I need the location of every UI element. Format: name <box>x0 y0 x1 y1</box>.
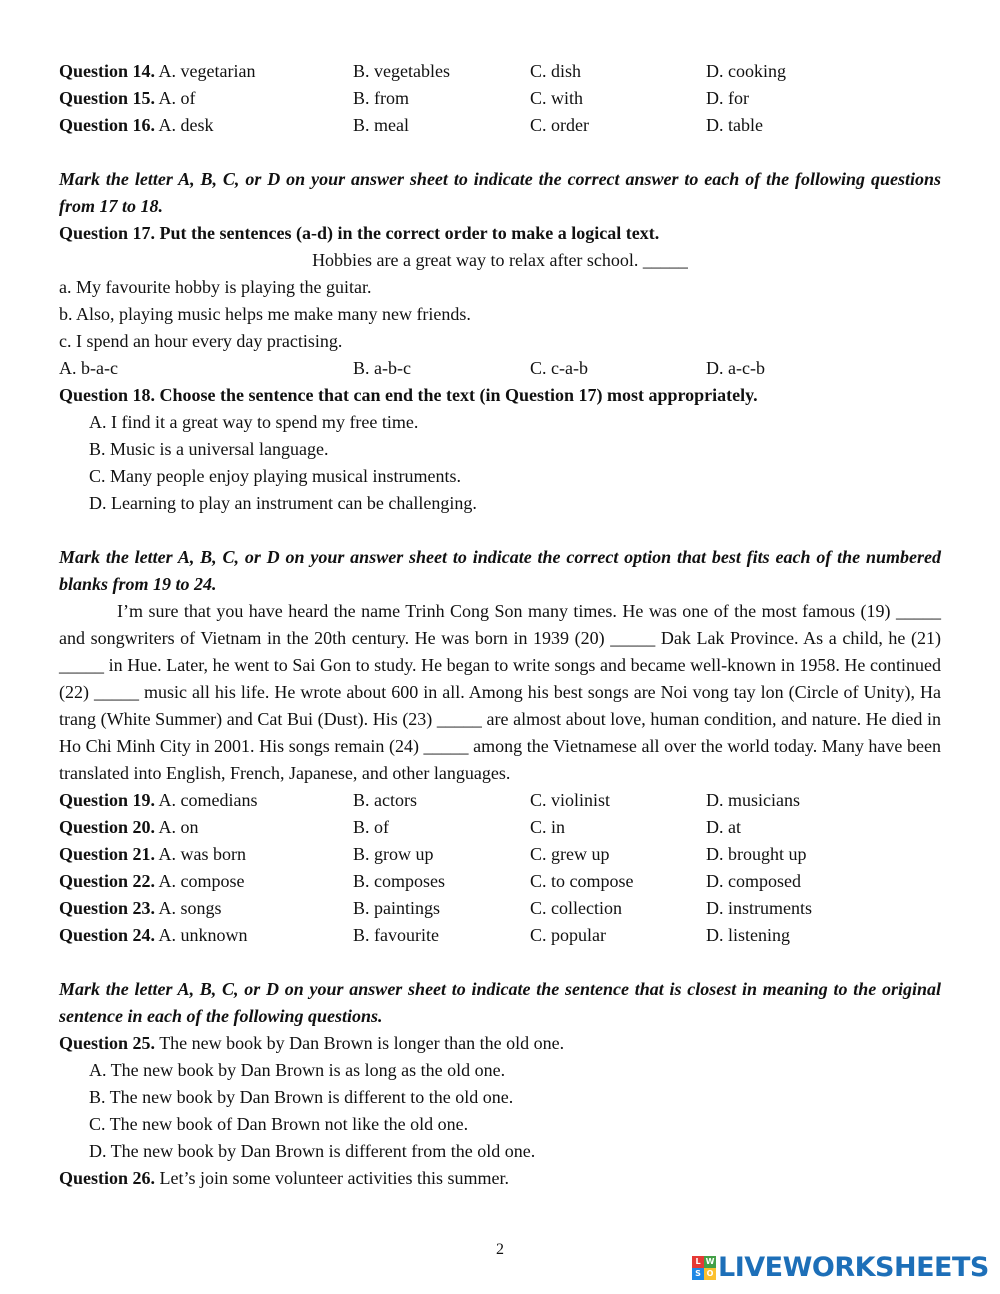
q18-option-b: B. Music is a universal language. <box>89 439 329 459</box>
option-a: A. vegetarian <box>158 61 256 81</box>
question-row-24 <box>59 922 941 949</box>
option-a: A. desk <box>158 115 214 135</box>
question-label: Question 20. <box>59 817 156 837</box>
question-row-16 <box>59 112 941 139</box>
option-d: D. table <box>706 115 763 135</box>
question-label: Question 15. <box>59 88 156 108</box>
sentence-c: c. I spend an hour every day practising. <box>59 331 343 351</box>
sentence-a: a. My favourite hobby is playing the guitar. <box>59 277 372 297</box>
question-label: Question 19. <box>59 790 156 810</box>
liveworksheets-logo[interactable] <box>692 1252 989 1283</box>
liveworksheets-brand-text: LIVEWORKSHEETS <box>718 1252 989 1283</box>
question-row-21 <box>59 841 941 868</box>
question-17-options <box>59 355 941 382</box>
option-a: A. was born <box>158 844 247 864</box>
question-label: Question 25. <box>59 1033 156 1053</box>
option-b: B. composes <box>353 871 445 891</box>
section-instruction-25-26: Mark the letter A, B, C, or D on your answer sheet to indicate the sentence that is closest in meaning to the original sentence in each of the following questions. <box>59 979 942 1026</box>
option-c: C. collection <box>530 898 622 918</box>
option-a: A. unknown <box>158 925 248 945</box>
question-17-title: Question 17. Put the sentences (a-d) in the correct order to make a logical text. <box>59 223 660 243</box>
option-c: C. dish <box>530 61 582 81</box>
q25-option-b: B. The new book by Dan Brown is different to the old one. <box>89 1087 514 1107</box>
reading-passage: I’m sure that you have heard the name Trinh Cong Son many times. He was one of the most famous (19) _____ and songwriters of Vietnam in the 20th century. He was born in 1939 (20) _____ Dak Lak Province. As a child, he (21) _____ in Hue. Later, he went to Sai Gon to study. He began to write songs and became well-known in 1958. He continued (22) _____ music all his life. He wrote about 600 in all. Among his best songs are Noi vong tay lon (Circle of Unity), Ha trang (White Summer) and Cat Bui (Dust). His (23) _____ are almost about love, human condition, and nature. He died in Ho Chi Minh City in 2001. His songs remain (24) _____ among the Vietnamese all over the world today. Many have been translated into English, French, Japanese, and other languages. <box>59 601 941 783</box>
option-d: D. musicians <box>706 790 800 810</box>
option-c: C. in <box>530 817 566 837</box>
option-b: B. paintings <box>353 898 441 918</box>
option-a: A. of <box>158 88 196 108</box>
question-label: Question 16. <box>59 115 156 135</box>
option-a: A. on <box>158 817 199 837</box>
option-c: C. with <box>530 88 584 108</box>
question-row-23 <box>59 895 941 922</box>
question-text: Let’s join some volunteer activities this summer. <box>155 1168 509 1188</box>
question-26 <box>59 1165 941 1192</box>
option-c: C. grew up <box>530 844 610 864</box>
section-instruction-19-24: Mark the letter A, B, C, or D on your answer sheet to indicate the correct option that best fits each of the numbered blanks from 19 to 24. <box>59 547 942 594</box>
question-18-title: Question 18. Choose the sentence that can end the text (in Question 17) most appropriately. <box>59 385 758 405</box>
question-row-22 <box>59 868 941 895</box>
question-label: Question 26. <box>59 1168 156 1188</box>
q18-option-d: D. Learning to play an instrument can be challenging. <box>89 493 477 513</box>
sentence-b: b. Also, playing music helps me make many new friends. <box>59 304 471 324</box>
section-instruction-17-18: Mark the letter A, B, C, or D on your answer sheet to indicate the correct answer to each of the following questions from 17 to 18. <box>59 169 941 216</box>
question-17-intro: Hobbies are a great way to relax after school. _____ <box>312 250 688 270</box>
question-label: Question 21. <box>59 844 156 864</box>
question-row-15 <box>59 85 941 112</box>
question-label: Question 23. <box>59 898 156 918</box>
option-d: D. a-c-b <box>706 358 765 378</box>
option-d: D. instruments <box>706 898 812 918</box>
question-text: The new book by Dan Brown is longer than the old one. <box>155 1033 565 1053</box>
question-row-19 <box>59 787 941 814</box>
option-c: C. popular <box>530 925 606 945</box>
option-b: B. a-b-c <box>353 358 411 378</box>
worksheet-page <box>59 58 941 1192</box>
option-d: D. composed <box>706 871 801 891</box>
option-d: D. listening <box>706 925 790 945</box>
liveworksheets-logo-icon: L W S O <box>692 1256 716 1280</box>
option-a: A. comedians <box>158 790 258 810</box>
q18-option-a: A. I find it a great way to spend my free time. <box>89 412 419 432</box>
question-row-14 <box>59 58 941 85</box>
option-d: D. at <box>706 817 741 837</box>
question-label: Question 14. <box>59 61 156 81</box>
option-b: B. meal <box>353 115 409 135</box>
option-a: A. b-a-c <box>59 358 118 378</box>
question-25 <box>59 1030 941 1057</box>
option-a: A. songs <box>158 898 222 918</box>
question-row-20 <box>59 814 941 841</box>
q25-option-d: D. The new book by Dan Brown is different from the old one. <box>89 1141 536 1161</box>
option-d: D. cooking <box>706 61 786 81</box>
page-number: 2 <box>496 1241 504 1258</box>
option-c: C. order <box>530 115 589 135</box>
option-a: A. compose <box>158 871 245 891</box>
option-c: C. violinist <box>530 790 611 810</box>
question-label: Question 22. <box>59 871 156 891</box>
option-d: D. for <box>706 88 749 108</box>
option-b: B. actors <box>353 790 417 810</box>
option-c: C. to compose <box>530 871 634 891</box>
question-label: Question 24. <box>59 925 156 945</box>
option-b: B. of <box>353 817 389 837</box>
option-b: B. favourite <box>353 925 439 945</box>
option-b: B. vegetables <box>353 61 450 81</box>
option-b: B. from <box>353 88 409 108</box>
q25-option-c: C. The new book of Dan Brown not like the old one. <box>89 1114 469 1134</box>
option-d: D. brought up <box>706 844 807 864</box>
option-c: C. c-a-b <box>530 358 588 378</box>
q25-option-a: A. The new book by Dan Brown is as long as the old one. <box>89 1060 506 1080</box>
q18-option-c: C. Many people enjoy playing musical instruments. <box>89 466 461 486</box>
option-b: B. grow up <box>353 844 434 864</box>
